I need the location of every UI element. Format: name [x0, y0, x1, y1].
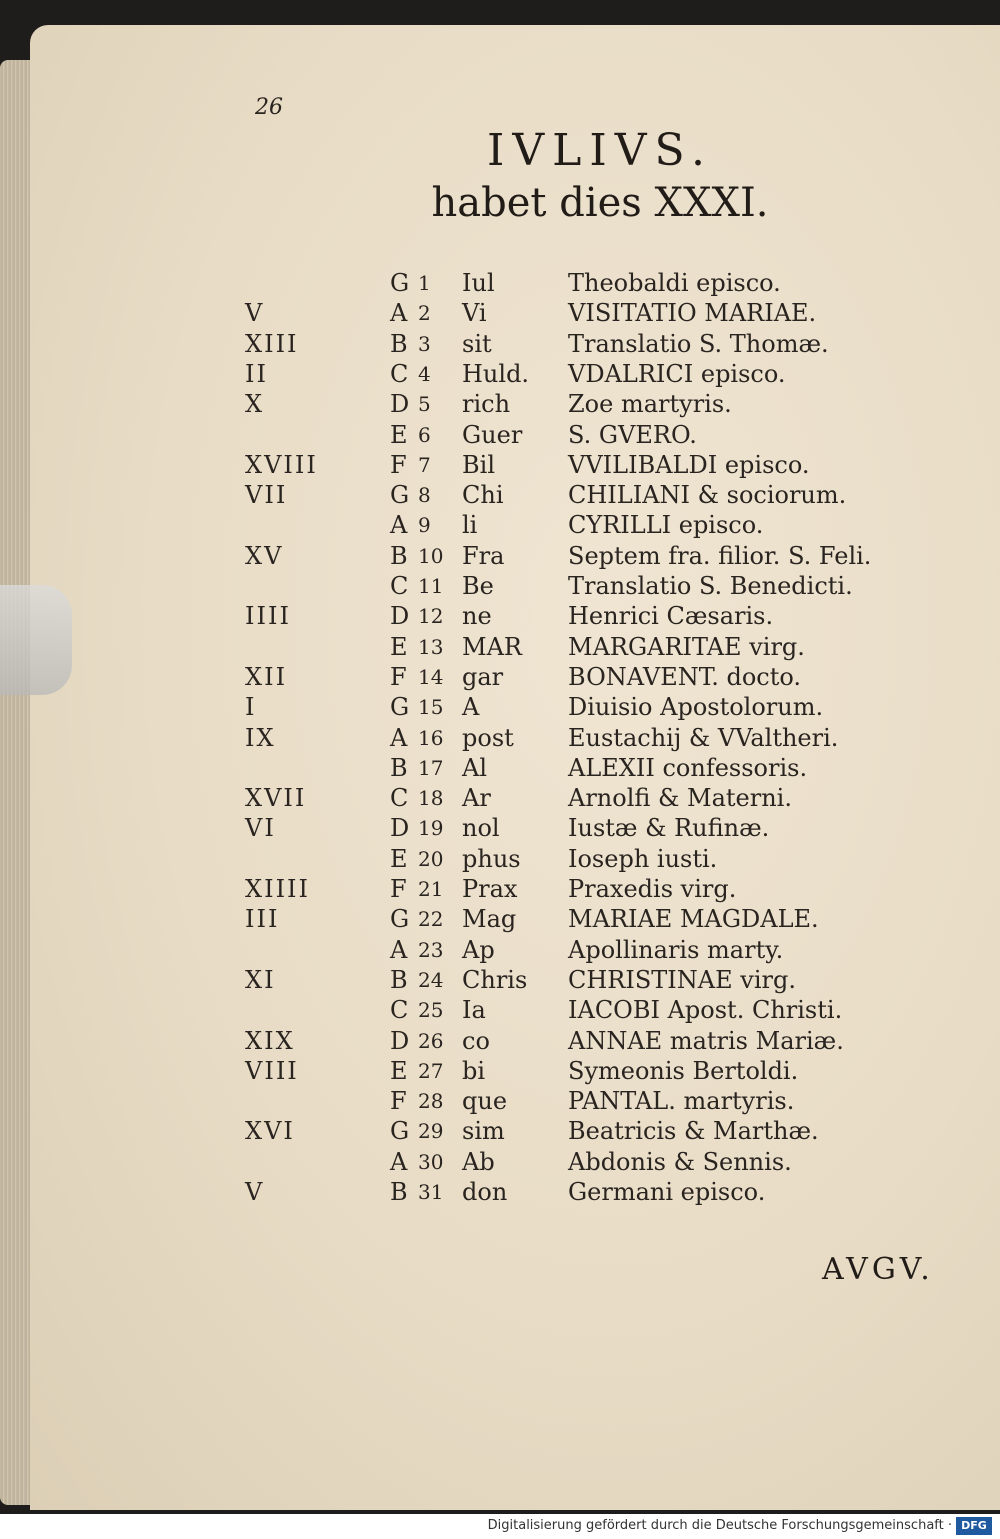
- saint-feast: Eustachij & VValtheri.: [568, 723, 839, 752]
- table-row: [0, 662, 1000, 692]
- table-row: [0, 480, 1000, 510]
- page-title: IVLIVS.: [486, 125, 714, 176]
- dominical-letter: D: [390, 814, 410, 843]
- cisiojanus-syllable: Iul: [462, 269, 495, 297]
- table-row: [0, 904, 1000, 934]
- dominical-letter: E: [390, 1056, 408, 1085]
- saint-feast: Septem fra. filior. S. Feli.: [568, 541, 872, 570]
- golden-number: VII: [245, 481, 288, 510]
- saint-feast: Arnolfi & Materni.: [568, 784, 792, 813]
- golden-number: V: [245, 299, 265, 328]
- cisiojanus-syllable: Ap: [462, 935, 495, 964]
- dominical-letter: A: [390, 723, 408, 752]
- table-row: [0, 298, 1000, 328]
- dominical-letter: D: [390, 1026, 410, 1055]
- day-number: 5: [418, 392, 431, 417]
- dominical-letter: G: [390, 905, 410, 934]
- dominical-letter: F: [390, 875, 407, 903]
- dominical-letter: F: [390, 450, 407, 479]
- dominical-letter: B: [390, 329, 408, 358]
- table-row: [0, 1056, 1000, 1086]
- cisiojanus-syllable: co: [462, 1026, 490, 1055]
- table-row: [0, 753, 1000, 783]
- saint-feast: Symeonis Bertoldi.: [568, 1056, 799, 1085]
- cisiojanus-syllable: Ab: [462, 1147, 495, 1176]
- golden-number: XIIII: [245, 875, 311, 903]
- dominical-letter: A: [390, 935, 408, 964]
- golden-number: VIII: [245, 1056, 299, 1085]
- cisiojanus-syllable: Fra: [462, 541, 505, 570]
- saint-feast: MARGARITAE virg.: [568, 632, 805, 661]
- day-number: 3: [418, 331, 431, 356]
- day-number: 8: [418, 483, 431, 508]
- cisiojanus-syllable: Huld.: [462, 359, 530, 388]
- cisiojanus-syllable: nol: [462, 814, 500, 843]
- table-row: [0, 692, 1000, 722]
- table-row: [0, 1116, 1000, 1146]
- golden-number: V: [245, 1178, 265, 1206]
- table-row: [0, 420, 1000, 450]
- cisiojanus-syllable: Chi: [462, 481, 504, 510]
- day-number: 7: [418, 452, 431, 477]
- day-number: 30: [418, 1149, 444, 1174]
- golden-number: VI: [245, 814, 276, 843]
- day-number: 27: [418, 1058, 444, 1083]
- table-row: [0, 995, 1000, 1025]
- saint-feast: CYRILLI episco.: [568, 511, 764, 540]
- cisiojanus-syllable: ne: [462, 602, 492, 631]
- saint-feast: VDALRICI episco.: [568, 359, 786, 388]
- day-number: 21: [418, 877, 444, 901]
- saint-feast: Diuisio Apostolorum.: [568, 693, 824, 722]
- table-row: [0, 844, 1000, 874]
- golden-number: IIII: [245, 602, 291, 631]
- table-row: [0, 1147, 1000, 1177]
- footer-bar: [0, 1514, 1000, 1539]
- dominical-letter: G: [390, 693, 410, 722]
- table-row: [0, 268, 1000, 298]
- saint-feast: VISITATIO MARIAE.: [568, 299, 817, 328]
- dominical-letter: C: [390, 784, 409, 813]
- day-number: 25: [418, 998, 444, 1023]
- dominical-letter: A: [390, 511, 408, 540]
- saint-feast: Ioseph iusti.: [568, 844, 718, 873]
- day-number: 4: [418, 361, 431, 386]
- cisiojanus-syllable: sim: [462, 1117, 505, 1146]
- dominical-letter: A: [390, 299, 408, 328]
- dominical-letter: B: [390, 753, 408, 782]
- table-row: [0, 935, 1000, 965]
- saint-feast: BONAVENT. docto.: [568, 662, 802, 691]
- saint-feast: Praxedis virg.: [568, 875, 737, 903]
- cisiojanus-syllable: Bil: [462, 450, 495, 479]
- cisiojanus-syllable: gar: [462, 662, 504, 691]
- saint-feast: Beatricis & Marthæ.: [568, 1117, 819, 1146]
- cisiojanus-syllable: li: [462, 511, 478, 540]
- golden-number: XVI: [245, 1117, 295, 1146]
- dominical-letter: C: [390, 572, 409, 600]
- dominical-letter: C: [390, 996, 409, 1025]
- dominical-letter: E: [390, 844, 408, 873]
- cisiojanus-syllable: Ia: [462, 996, 486, 1025]
- cisiojanus-syllable: que: [462, 1087, 508, 1116]
- cisiojanus-syllable: MAR: [462, 632, 522, 661]
- cisiojanus-syllable: Mag: [462, 905, 517, 934]
- cisiojanus-syllable: Al: [462, 753, 488, 782]
- day-number: 28: [418, 1089, 444, 1114]
- cisiojanus-syllable: Be: [462, 572, 494, 600]
- dominical-letter: B: [390, 965, 408, 994]
- day-number: 2: [418, 301, 431, 326]
- golden-number: IX: [245, 723, 276, 752]
- cisiojanus-syllable: don: [462, 1178, 508, 1206]
- day-number: 24: [418, 967, 444, 992]
- dominical-letter: B: [390, 1178, 408, 1206]
- dominical-letter: E: [390, 420, 408, 449]
- dominical-letter: D: [390, 390, 410, 419]
- day-number: 16: [418, 725, 444, 750]
- dominical-letter: G: [390, 269, 410, 297]
- golden-number: XIII: [245, 329, 299, 358]
- cisiojanus-syllable: Chris: [462, 965, 528, 994]
- golden-number: X: [245, 390, 265, 419]
- table-row: [0, 813, 1000, 843]
- page-subtitle: habet dies XXXI.: [431, 180, 769, 226]
- table-row: [0, 541, 1000, 571]
- table-row: [0, 1177, 1000, 1207]
- footer-text: Digitalisierung gefördert durch die Deutsche Forschungsgemeinschaft ·: [487, 1518, 952, 1533]
- table-row: [0, 571, 1000, 601]
- cisiojanus-syllable: Guer: [462, 420, 523, 449]
- saint-feast: IACOBI Apost. Christi.: [568, 996, 843, 1025]
- saint-feast: Zoe martyris.: [568, 390, 732, 419]
- saint-feast: CHRISTINAE virg.: [568, 965, 796, 994]
- day-number: 29: [418, 1119, 444, 1144]
- saint-feast: VVILIBALDI episco.: [568, 450, 810, 479]
- dominical-letter: E: [390, 632, 408, 661]
- saint-feast: Translatio S. Thomæ.: [568, 329, 829, 358]
- dominical-letter: G: [390, 481, 410, 510]
- golden-number: XIX: [245, 1026, 295, 1055]
- day-number: 6: [418, 422, 431, 447]
- day-number: 14: [418, 664, 444, 689]
- cisiojanus-syllable: Prax: [462, 875, 518, 903]
- table-row: [0, 359, 1000, 389]
- saint-feast: Iustæ & Rufinæ.: [568, 814, 770, 843]
- table-row: [0, 1026, 1000, 1056]
- saint-feast: Translatio S. Benedicti.: [568, 572, 853, 600]
- saint-feast: ANNAE matris Mariæ.: [568, 1026, 844, 1055]
- table-row: [0, 450, 1000, 480]
- day-number: 15: [418, 695, 444, 720]
- dominical-letter: G: [390, 1117, 410, 1146]
- saint-feast: Abdonis & Sennis.: [568, 1147, 792, 1176]
- cisiojanus-syllable: post: [462, 723, 514, 752]
- table-row: [0, 723, 1000, 753]
- saint-feast: Apollinaris marty.: [568, 935, 784, 964]
- dfg-logo-icon: DFG: [956, 1517, 992, 1535]
- table-row: [0, 874, 1000, 904]
- cisiojanus-syllable: Ar: [462, 784, 491, 813]
- day-number: 20: [418, 846, 444, 871]
- day-number: 11: [418, 574, 444, 598]
- day-number: 9: [418, 513, 431, 538]
- dominical-letter: C: [390, 359, 409, 388]
- dominical-letter: F: [390, 662, 407, 691]
- day-number: 13: [418, 634, 444, 659]
- golden-number: II: [245, 359, 268, 388]
- table-row: [0, 329, 1000, 359]
- golden-number: XI: [245, 965, 276, 994]
- cisiojanus-syllable: A: [462, 693, 480, 722]
- saint-feast: PANTAL. martyris.: [568, 1087, 795, 1116]
- dominical-letter: D: [390, 602, 410, 631]
- golden-number: XII: [245, 662, 288, 691]
- golden-number: III: [245, 905, 280, 934]
- table-row: [0, 1086, 1000, 1116]
- day-number: 10: [418, 543, 444, 568]
- saint-feast: S. GVERO.: [568, 420, 697, 449]
- golden-number: XVIII: [245, 450, 318, 479]
- cisiojanus-syllable: bi: [462, 1056, 486, 1085]
- day-number: 1: [418, 271, 431, 295]
- saint-feast: MARIAE MAGDALE.: [568, 905, 819, 934]
- cisiojanus-syllable: sit: [462, 329, 492, 358]
- cisiojanus-syllable: Vi: [462, 299, 487, 328]
- cisiojanus-syllable: phus: [462, 844, 521, 873]
- saint-feast: ALEXII confessoris.: [568, 753, 808, 782]
- day-number: 18: [418, 786, 444, 811]
- table-row: [0, 783, 1000, 813]
- dominical-letter: A: [390, 1147, 408, 1176]
- day-number: 31: [418, 1180, 444, 1204]
- table-row: [0, 510, 1000, 540]
- saint-feast: Theobaldi episco.: [568, 269, 781, 297]
- day-number: 26: [418, 1028, 444, 1053]
- saint-feast: Germani episco.: [568, 1178, 766, 1206]
- table-row: [0, 965, 1000, 995]
- table-row: [0, 389, 1000, 419]
- table-row: [0, 601, 1000, 631]
- day-number: 17: [418, 755, 444, 780]
- page-number: 26: [255, 95, 283, 120]
- golden-number: XVII: [245, 784, 307, 813]
- catchword: AVGV.: [822, 1252, 934, 1287]
- golden-number: XV: [245, 541, 284, 570]
- saint-feast: CHILIANI & sociorum.: [568, 481, 847, 510]
- saint-feast: Henrici Cæsaris.: [568, 602, 774, 631]
- dominical-letter: B: [390, 541, 408, 570]
- day-number: 12: [418, 604, 444, 629]
- day-number: 23: [418, 937, 444, 962]
- table-row: [0, 632, 1000, 662]
- golden-number: I: [245, 693, 257, 722]
- dominical-letter: F: [390, 1087, 407, 1116]
- day-number: 19: [418, 816, 444, 841]
- cisiojanus-syllable: rich: [462, 390, 511, 419]
- day-number: 22: [418, 907, 444, 932]
